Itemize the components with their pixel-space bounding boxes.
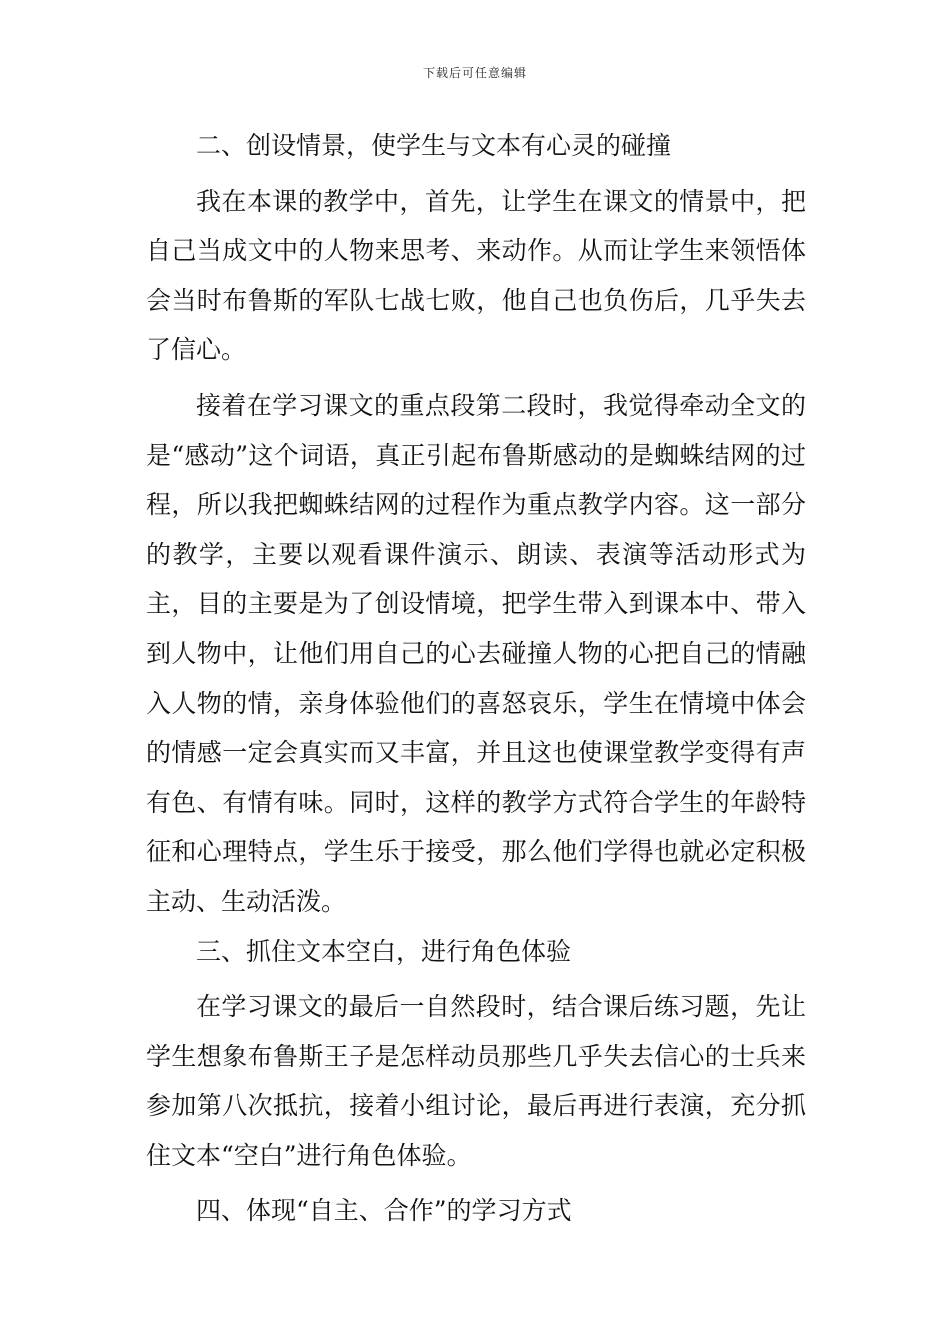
- paragraph: 在学习课文的最后一自然段时，结合课后练习题，先让学生想象布鲁斯王子是怎样动员那些几乎失去信心的士兵来参加第八次抵抗，接着小组讨论，最后再进行表演，充分抓住文本“空白”进行角色体验。: [146, 992, 806, 1170]
- section-heading-2: 二、创设情景，使学生与文本有心灵的碰撞: [196, 131, 672, 160]
- paragraph: 接着在学习课文的重点段第二段时，我觉得牵动全文的是“感动”这个词语，真正引起布鲁斯感动的是蜘蛛结网的过程，所以我把蜘蛛结网的过程作为重点教学内容。这一部分的教学，主要以观看课件演示、朗读、表演等活动形式为主，目的主要是为了创设情境，把学生带入到课本中、带入到人物中，让他们用自己的心去碰撞人物的心把自己的情融入人物的情，亲身体验他们的喜怒哀乐，学生在情境中体会的情感一定会真实而又丰富，并且这也使课堂教学变得有声有色、有情有味。同时，这样的教学方式符合学生的年龄特征和心理特点，学生乐于接受，那么他们学得也就必定积极主动、生动活泼。: [146, 390, 806, 916]
- paragraph: 我在本课的教学中，首先，让学生在课文的情景中，把自己当成文中的人物来思考、来动作。从而让学生来领悟体会当时布鲁斯的军队七战七败，他自己也负伤后，几乎失去了信心。: [146, 186, 806, 365]
- document-body: [146, 121, 806, 1242]
- section-heading-4: 四、体现“自主、合作”的学习方式: [196, 1196, 572, 1226]
- section-heading-3: 三、抓住文本空白，进行角色体验: [196, 936, 572, 966]
- page-header: 下载后可任意编辑: [422, 66, 527, 80]
